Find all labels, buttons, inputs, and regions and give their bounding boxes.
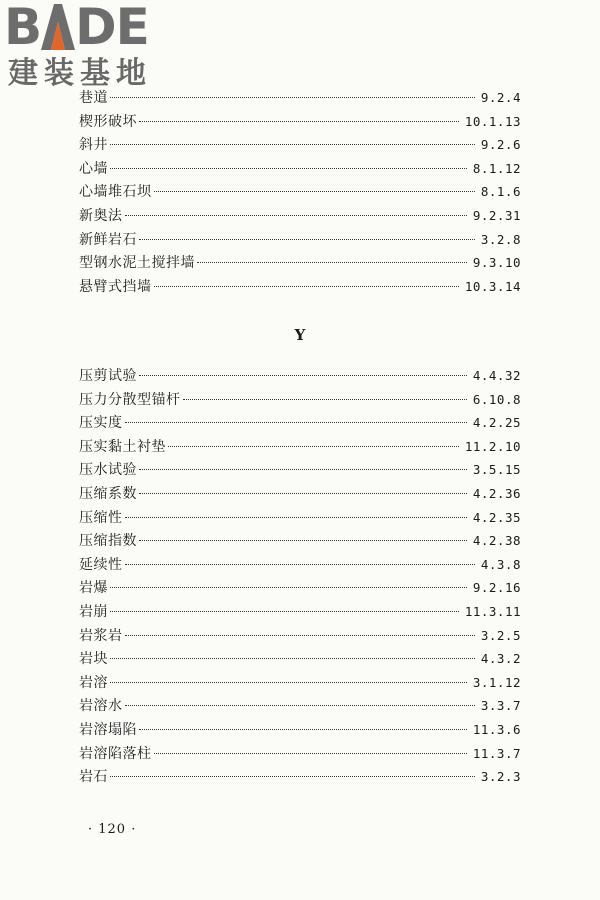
index-reference: 4.4.32 bbox=[472, 368, 521, 383]
index-term: 压水试验 bbox=[79, 462, 137, 479]
bade-watermark-logo bbox=[4, 2, 179, 94]
index-reference: 11.3.7 bbox=[472, 745, 521, 761]
logo-letters-de: DE bbox=[75, 0, 149, 56]
dot-leader bbox=[110, 776, 475, 777]
dot-leader bbox=[125, 705, 475, 706]
index-entry bbox=[79, 506, 521, 530]
page-number: · 120 · bbox=[88, 822, 137, 837]
index-entry bbox=[79, 435, 521, 459]
dot-leader bbox=[125, 517, 467, 518]
index-term: 岩溶 bbox=[79, 674, 108, 691]
logo-subtitle: 建装基地 bbox=[8, 56, 152, 91]
index-reference: 9.2.6 bbox=[480, 137, 521, 153]
index-reference: 8.1.12 bbox=[472, 160, 521, 176]
index-reference: 4.2.35 bbox=[472, 509, 521, 525]
index-term: 延续性 bbox=[79, 556, 123, 573]
index-entry bbox=[79, 765, 521, 789]
dot-leader bbox=[139, 239, 475, 240]
index-entry bbox=[79, 364, 521, 388]
dot-leader bbox=[110, 587, 467, 588]
index-reference: 6.10.8 bbox=[472, 391, 521, 407]
dot-leader bbox=[154, 191, 475, 192]
index-entry bbox=[79, 110, 521, 134]
index-section-x bbox=[79, 86, 521, 298]
dot-leader bbox=[139, 469, 467, 470]
index-reference: 4.3.8 bbox=[480, 556, 521, 572]
index-reference: 11.3.6 bbox=[472, 721, 521, 737]
index-entry bbox=[79, 718, 521, 742]
dot-leader bbox=[139, 729, 467, 730]
dot-leader bbox=[139, 375, 467, 376]
index-term: 新鲜岩石 bbox=[79, 231, 137, 248]
index-term: 斜井 bbox=[79, 137, 108, 154]
dot-leader bbox=[110, 658, 475, 659]
dot-leader bbox=[110, 682, 467, 683]
dot-leader bbox=[110, 168, 467, 169]
index-reference: 11.2.10 bbox=[464, 438, 521, 454]
index-term: 压力分散型锚杆 bbox=[79, 391, 181, 408]
index-term: 压实黏土衬垫 bbox=[79, 438, 166, 455]
index-term: 压缩指数 bbox=[79, 533, 137, 550]
index-entry bbox=[79, 553, 521, 577]
index-term: 心墙堆石坝 bbox=[79, 184, 152, 201]
logo-letter-a-icon bbox=[41, 2, 75, 52]
dot-leader bbox=[139, 540, 467, 541]
index-reference: 4.3.2 bbox=[480, 651, 521, 667]
index-entry bbox=[79, 624, 521, 648]
index-term: 岩石 bbox=[79, 769, 108, 786]
dot-leader bbox=[154, 286, 459, 287]
index-reference: 3.2.8 bbox=[480, 231, 521, 247]
index-reference: 3.2.3 bbox=[480, 769, 521, 785]
index-entry bbox=[79, 204, 521, 228]
dot-leader bbox=[110, 97, 475, 98]
index-reference: 4.2.36 bbox=[472, 485, 521, 501]
index-term: 悬臂式挡墙 bbox=[79, 278, 152, 295]
index-entry bbox=[79, 157, 521, 181]
index-term: 岩块 bbox=[79, 651, 108, 668]
index-reference: 3.1.12 bbox=[472, 674, 521, 690]
section-heading-y: Y bbox=[294, 326, 306, 344]
index-term: 岩溶陷落柱 bbox=[79, 745, 152, 762]
index-term: 压剪试验 bbox=[79, 368, 137, 384]
index-reference: 11.3.11 bbox=[464, 603, 521, 619]
index-entry bbox=[79, 600, 521, 624]
index-term: 压缩系数 bbox=[79, 485, 137, 502]
dot-leader bbox=[110, 144, 475, 145]
index-term: 岩爆 bbox=[79, 580, 108, 597]
dot-leader bbox=[125, 422, 467, 423]
index-entry bbox=[79, 228, 521, 252]
index-term: 岩溶水 bbox=[79, 698, 123, 715]
index-term: 岩浆岩 bbox=[79, 627, 123, 644]
bade-wordmark bbox=[4, 0, 179, 56]
index-entry bbox=[79, 133, 521, 157]
index-reference: 9.3.10 bbox=[472, 255, 521, 271]
index-reference: 4.2.25 bbox=[472, 415, 521, 431]
dot-leader bbox=[125, 635, 475, 636]
index-term: 岩溶塌陷 bbox=[79, 721, 137, 738]
dot-leader bbox=[139, 493, 467, 494]
index-section-y bbox=[79, 364, 521, 789]
index-entry bbox=[79, 482, 521, 506]
index-entry bbox=[79, 458, 521, 482]
index-entry bbox=[79, 86, 521, 110]
index-term: 型钢水泥土搅拌墙 bbox=[79, 255, 195, 272]
index-entry bbox=[79, 671, 521, 695]
index-reference: 3.3.7 bbox=[480, 698, 521, 714]
index-entry bbox=[79, 275, 521, 299]
dot-leader bbox=[197, 262, 467, 263]
index-entry bbox=[79, 251, 521, 275]
index-reference: 8.1.6 bbox=[480, 184, 521, 200]
index-entry bbox=[79, 694, 521, 718]
index-reference: 9.2.31 bbox=[472, 207, 521, 223]
dot-leader bbox=[154, 753, 467, 754]
index-reference: 9.2.4 bbox=[480, 90, 521, 105]
index-entry bbox=[79, 388, 521, 412]
dot-leader bbox=[139, 121, 459, 122]
dot-leader bbox=[183, 399, 467, 400]
index-entry bbox=[79, 180, 521, 204]
index-reference: 10.3.14 bbox=[464, 278, 521, 294]
index-term: 压实度 bbox=[79, 415, 123, 432]
dot-leader bbox=[125, 564, 475, 565]
index-reference: 3.5.15 bbox=[472, 462, 521, 478]
index-reference: 9.2.16 bbox=[472, 580, 521, 596]
index-entry bbox=[79, 576, 521, 600]
index-term: 新奥法 bbox=[79, 207, 123, 224]
index-term: 岩崩 bbox=[79, 603, 108, 620]
dot-leader bbox=[110, 611, 459, 612]
index-entry bbox=[79, 647, 521, 671]
index-entry bbox=[79, 411, 521, 435]
index-entry bbox=[79, 529, 521, 553]
index-term: 心墙 bbox=[79, 160, 108, 177]
index-reference: 4.2.38 bbox=[472, 533, 521, 549]
dot-leader bbox=[168, 446, 459, 447]
logo-letter-b: B bbox=[4, 0, 42, 56]
index-term: 压缩性 bbox=[79, 509, 123, 526]
index-term: 巷道 bbox=[79, 90, 108, 106]
index-term: 楔形破坏 bbox=[79, 113, 137, 130]
index-reference: 3.2.5 bbox=[480, 627, 521, 643]
index-entry bbox=[79, 742, 521, 766]
dot-leader bbox=[125, 215, 467, 216]
index-reference: 10.1.13 bbox=[464, 113, 521, 129]
